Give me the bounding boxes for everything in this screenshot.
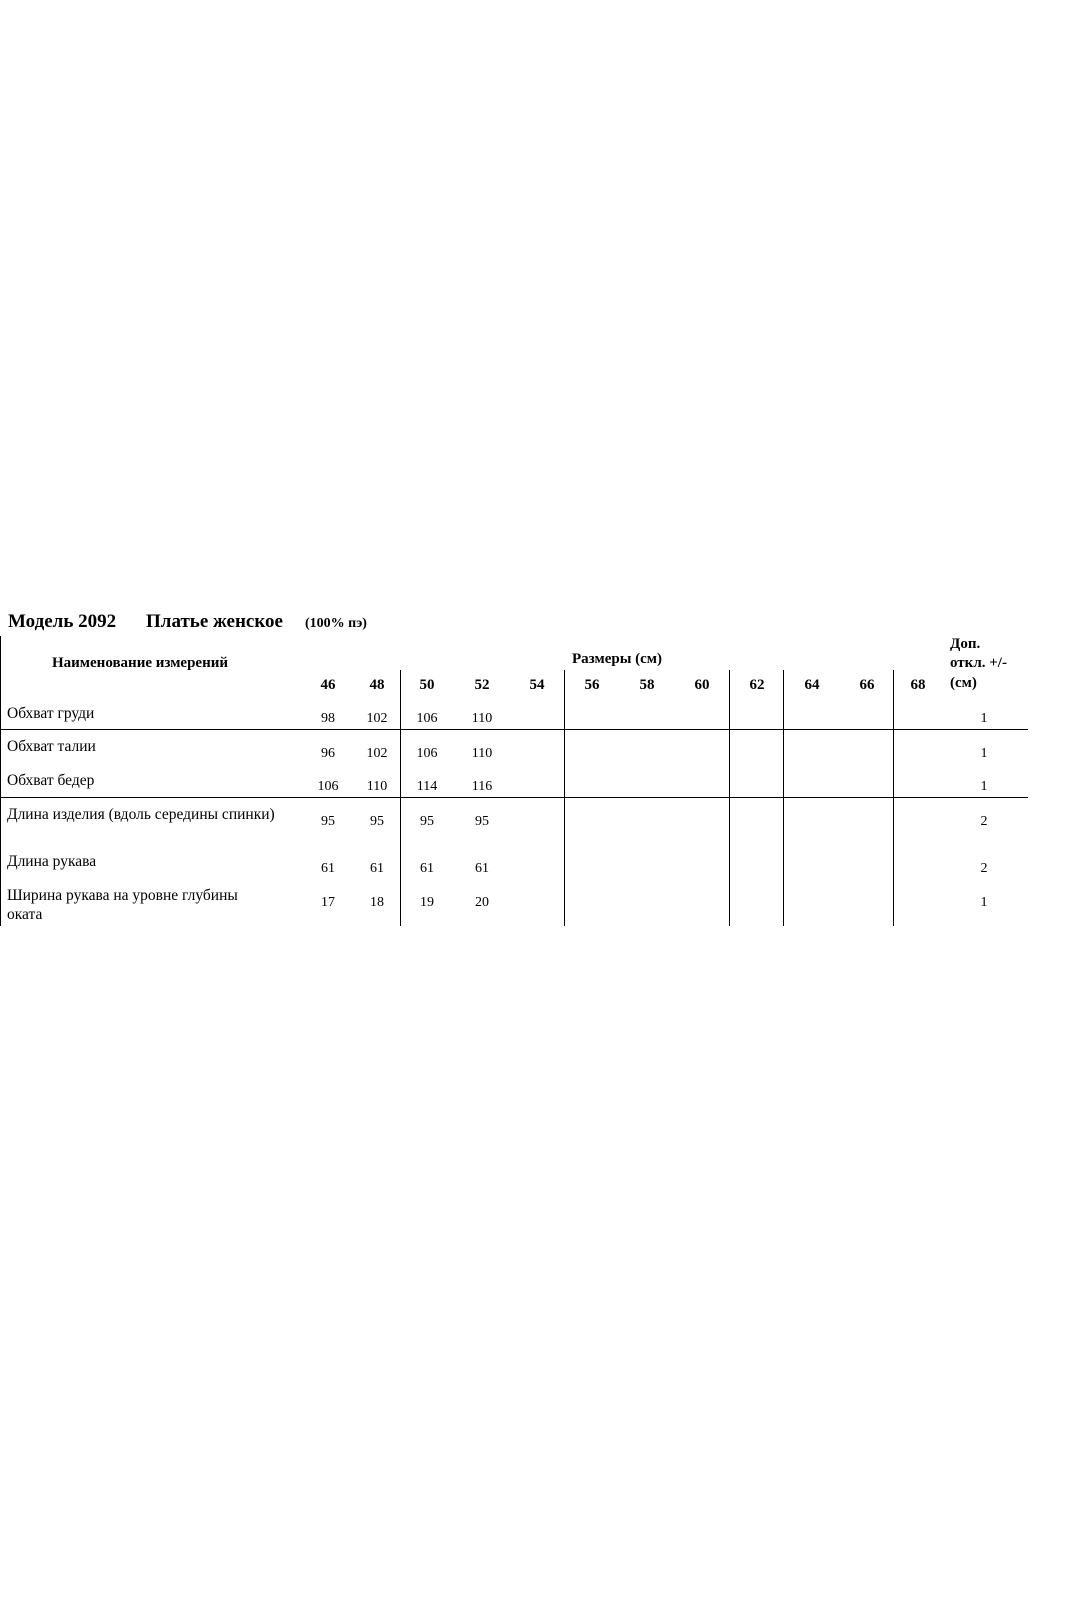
column-divider [400,670,401,926]
row-divider [0,797,1028,798]
size-header-cell: 58 [639,677,655,693]
size-header-cell: 60 [694,677,710,693]
measurement-value: 20 [475,895,489,910]
measurement-value: 106 [317,779,339,794]
measurement-value: 102 [366,711,388,726]
size-header-cell: 50 [419,677,435,693]
fabric-composition: (100% пэ) [305,616,367,631]
measurement-value: 110 [366,779,388,794]
tolerance-value: 1 [980,779,988,794]
measurement-value: 102 [366,746,388,761]
size-header-cell: 48 [369,677,385,693]
column-divider [893,670,894,926]
column-divider [729,670,730,926]
tolerance-value: 1 [980,711,988,726]
tolerance-header-line-3: (см) [950,675,977,691]
column-divider [564,670,565,926]
size-header-cell: 56 [584,677,600,693]
measurement-label: Длина изделия (вдоль середины спинки) [7,806,275,823]
measurement-value: 98 [321,711,335,726]
measurement-value: 61 [420,861,434,876]
measurement-value: 106 [416,711,438,726]
measurement-value: 96 [321,746,335,761]
measurement-value: 106 [416,746,438,761]
sizes-header: Размеры (см) [572,651,663,667]
size-header-cell: 64 [804,677,820,693]
size-header-cell: 66 [859,677,875,693]
measurement-value: 17 [321,895,335,910]
column-divider [783,670,784,926]
measurement-value: 110 [471,746,493,761]
measurement-label: Обхват груди [7,705,95,722]
size-header-cell: 46 [320,677,336,693]
measurement-value: 19 [420,895,434,910]
measurement-value: 116 [471,779,493,794]
row-divider [0,729,1028,730]
tolerance-header-line-1: Доп. [950,636,981,652]
measurement-value: 95 [321,814,335,829]
size-header-cell: 52 [474,677,490,693]
measurement-value: 110 [471,711,493,726]
tolerance-header-line-2: откл. +/- [950,655,1007,671]
measurement-value: 114 [416,779,438,794]
measurement-label: Ширина рукава на уровне глубины оката [7,887,238,923]
measurement-label: Обхват бедер [7,772,95,789]
measurement-value: 61 [475,861,489,876]
size-header-cell: 68 [910,677,926,693]
tolerance-value: 2 [980,861,988,876]
measurement-value: 95 [475,814,489,829]
size-header-cell: 62 [749,677,765,693]
measurement-value: 61 [370,861,384,876]
measurement-label: Обхват талии [7,738,96,755]
measurement-label: Длина рукава [7,853,97,870]
measurement-value: 61 [321,861,335,876]
tolerance-value: 2 [980,814,988,829]
measurement-value: 95 [420,814,434,829]
measurement-value: 95 [370,814,384,829]
tolerance-value: 1 [980,746,988,761]
measurement-value: 18 [370,895,384,910]
table-left-border [0,636,1,926]
model-number: Модель 2092 [8,611,117,632]
measurement-name-header: Наименование измерений [52,655,229,671]
tolerance-value: 1 [980,895,988,910]
size-header-cell: 54 [529,677,545,693]
product-name: Платье женское [146,611,283,632]
